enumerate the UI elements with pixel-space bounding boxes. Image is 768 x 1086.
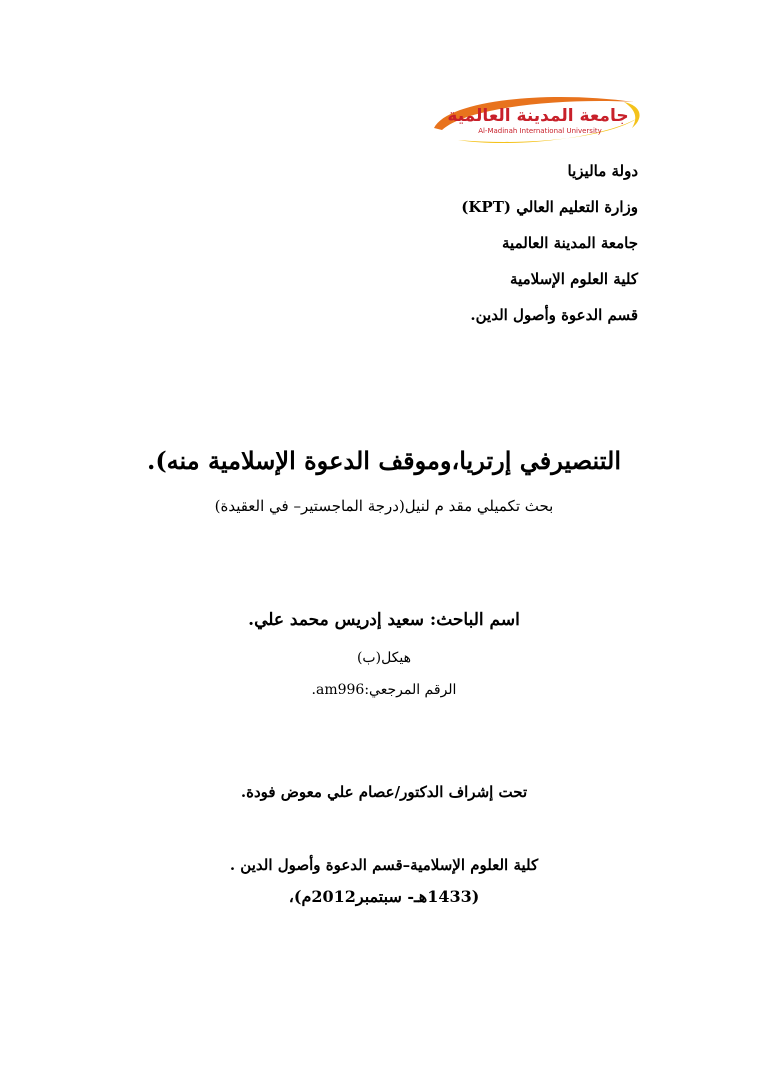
header-faculty: كلية العلوم الإسلامية xyxy=(510,270,638,288)
thesis-title: التنصيرفي إرتريا،وموقف الدعوة الإسلامية منه). xyxy=(146,446,622,475)
header-ministry: وزارة التعليم العالي (KPT) xyxy=(461,198,638,216)
supervisor-line: تحت إشراف الدكتور/عصام علي معوض فودة. xyxy=(240,783,528,801)
header-department: قسم الدعوة وأصول الدين. xyxy=(470,306,638,324)
header-university: جامعة المدينة العالمية xyxy=(502,234,638,252)
researcher-name: اسم الباحث: سعيد إدريس محمد علي. xyxy=(248,610,520,630)
date-line: (1433هـ- سبتمبر2012م)، xyxy=(288,887,480,906)
university-logo xyxy=(428,88,644,148)
header-country: دولة ماليزيا xyxy=(567,162,638,180)
logo-english-text: Al-Madinah International University xyxy=(478,127,602,135)
thesis-subtitle: بحث تكميلي مقد م لنيل(درجة الماجستير– في العقيدة) xyxy=(214,497,554,515)
reference-number: الرقم المرجعي:am996. xyxy=(311,682,457,698)
structure-label: هيكل(ب) xyxy=(356,650,412,666)
faculty-department-line: كلية العلوم الإسلامية–قسم الدعوة وأصول الدين . xyxy=(229,856,539,874)
logo-arabic-text: جامعة المدينة العالمية xyxy=(447,106,629,126)
